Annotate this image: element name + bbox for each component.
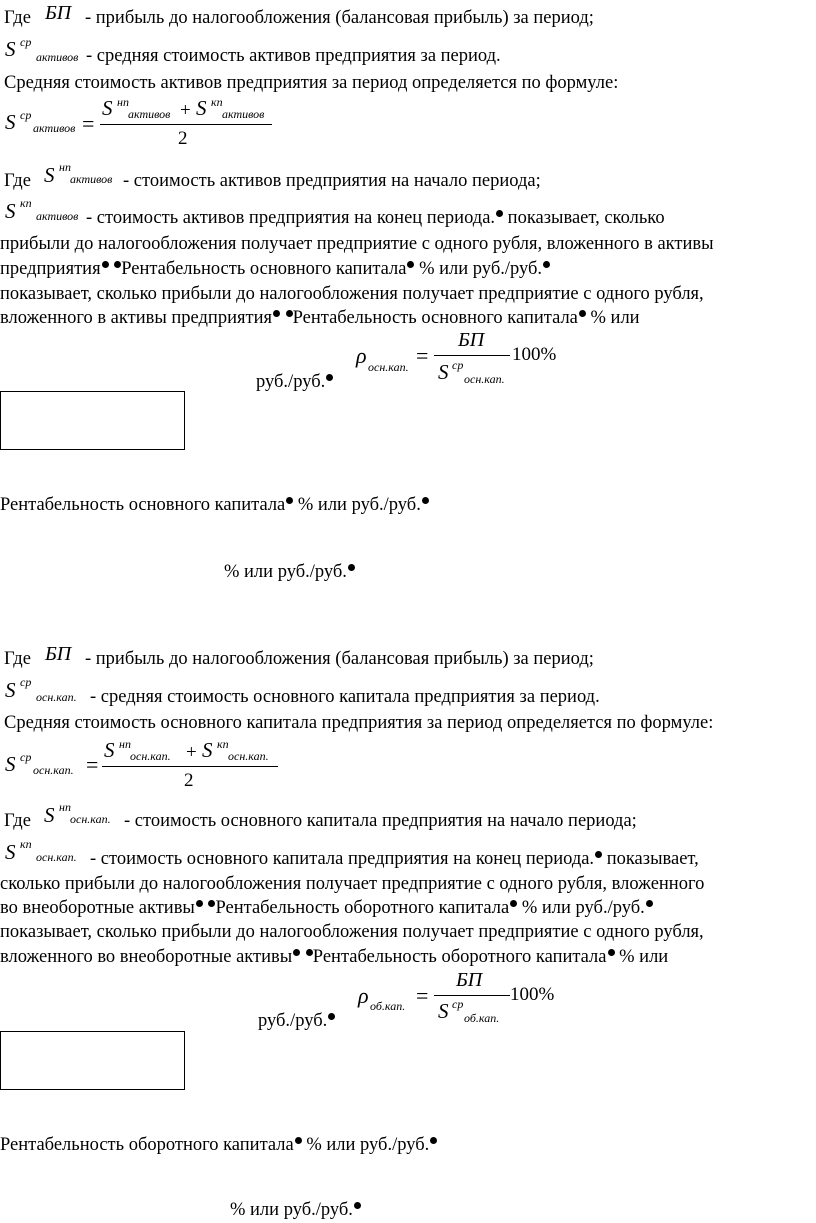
bullet-icon [430, 1137, 437, 1144]
rho-fraction-bar [434, 995, 510, 996]
s-kp-description: - стоимость активов предприятия на конец периода. [86, 208, 496, 228]
bp-symbol: БП [45, 2, 72, 24]
bullet-icon [326, 374, 333, 381]
sub-osnkap: осн.кап. [36, 690, 77, 704]
rho-numerator: БП [456, 969, 483, 991]
num-sup-np: нп [119, 737, 131, 751]
text-line-2: сколько прибыли до налогообложения получает предприятие с одного рубля, вложенного [0, 874, 705, 894]
lhs-sup: ср [20, 750, 32, 764]
num-sub-np: осн.кап. [130, 749, 171, 763]
text-tail: показывает, [602, 849, 699, 869]
text-line-5 [0, 307, 640, 329]
empty-box [0, 391, 185, 450]
rho-den-s: S [438, 360, 449, 384]
s-kp-sup: кп [20, 837, 32, 851]
text-part: % или руб./руб. [293, 495, 421, 515]
rho-percent: 100% [512, 344, 557, 365]
text-part: Рентабельность оборотного капитала [0, 1135, 294, 1155]
gde-label-2: Где [4, 171, 31, 191]
text-part: Рентабельность оборотного капитала [215, 898, 510, 918]
text-part: вложенного во внеоборотные активы [0, 947, 293, 967]
rho-den-sub: об.кап. [464, 1011, 500, 1025]
formula-intro: Средняя стоимость активов предприятия за период определяется по формуле: [4, 73, 619, 93]
text-part: % или [614, 947, 669, 967]
s-kp-symbol: S [5, 199, 16, 223]
sub-aktivov: активов [36, 50, 79, 64]
empty-box [0, 1031, 185, 1090]
rho-sub: осн.кап. [368, 360, 409, 374]
rho-numerator: БП [458, 329, 485, 351]
fraction-bar [102, 766, 278, 767]
rho-symbol: ρ [356, 343, 367, 368]
rho-den-sub: осн.кап. [464, 372, 505, 386]
s-np-sup: нп [59, 800, 71, 814]
bullet-icon [595, 851, 602, 858]
text-tail: показывает, сколько [503, 208, 665, 228]
bullet-icon [196, 900, 203, 907]
rub-line [256, 371, 333, 393]
rho-fraction-bar [434, 355, 510, 356]
denominator-two: 2 [178, 128, 188, 149]
bullet-icon [328, 1013, 335, 1020]
s-np-sub: активов [70, 172, 113, 186]
text-part: Рентабельность оборотного капитала [312, 947, 607, 967]
rho-percent: 100% [510, 984, 555, 1005]
text-line-4: показывает, сколько прибыли до налогообложения получает предприятие с одного рубля, [0, 922, 704, 942]
bullet-icon [273, 310, 280, 317]
text-part: % или руб./руб. [517, 898, 645, 918]
s-kp-sup: кп [20, 196, 32, 210]
gde-label-2: Где [4, 811, 31, 831]
text-line-4: показывает, сколько прибыли до налогообложения получает предприятие с одного рубля, [0, 284, 704, 304]
text-line-2: прибыли до налогообложения получает предприятие с одного рубля, вложенного в активы [0, 234, 714, 254]
denominator-two: 2 [184, 770, 194, 791]
num-sub-kp: осн.кап. [228, 749, 269, 763]
lhs-sub: осн.кап. [33, 763, 74, 777]
num-s-np: S [104, 738, 115, 762]
s-avg-description: - средняя стоимость активов предприятия за период. [86, 46, 501, 66]
text-line-5 [0, 946, 668, 968]
plus-sign: + [180, 100, 191, 121]
percent-line [230, 1199, 361, 1221]
s-symbol: S [5, 37, 16, 61]
rho-equals: = [416, 343, 429, 368]
num-sub-kp: активов [222, 107, 265, 121]
bullet-icon [579, 310, 586, 317]
rho-equals: = [416, 983, 429, 1008]
heading-after-box [0, 494, 429, 516]
lhs-s: S [5, 110, 16, 134]
equals-sign: = [82, 111, 95, 136]
heading-after-box [0, 1134, 437, 1156]
bullet-icon [102, 261, 109, 268]
text-part: Рентабельность основного капитала [121, 259, 407, 279]
bullet-icon [306, 949, 313, 956]
fraction-bar [100, 124, 272, 125]
s-np-description: - стоимость основного капитала предприятия на начало периода; [124, 811, 637, 831]
num-sup-kp: кп [217, 737, 229, 751]
bp-description: - прибыль до налогообложения (балансовая прибыль) за период; [85, 8, 594, 28]
text-part: % или [585, 308, 640, 328]
bp-symbol: БП [45, 643, 72, 665]
text-part: руб./руб. [256, 372, 326, 392]
rho-den-sup: ср [452, 358, 464, 372]
rub-line [258, 1010, 335, 1032]
rho-sub: об.кап. [370, 999, 406, 1013]
s-kp-symbol: S [5, 840, 16, 864]
bp-description: - прибыль до налогообложения (балансовая прибыль) за период; [85, 649, 594, 669]
s-kp-sub: осн.кап. [36, 850, 77, 864]
s-np-description: - стоимость активов предприятия на начало периода; [123, 171, 541, 191]
num-s-np: S [102, 96, 113, 120]
s-np-symbol: S [44, 803, 55, 827]
s-np-sup: нп [59, 160, 71, 174]
bullet-icon [354, 1202, 361, 1209]
gde-label: Где [4, 8, 31, 28]
text-line-1 [90, 848, 699, 870]
text-part: руб./руб. [258, 1011, 328, 1031]
formula-intro: Средняя стоимость основного капитала предприятия за период определяется по формуле: [4, 713, 714, 733]
sup-sr: ср [20, 675, 32, 689]
plus-sign: + [186, 742, 197, 763]
text-line-3 [0, 258, 550, 280]
bullet-icon [496, 210, 503, 217]
text-line-3 [0, 897, 653, 919]
text-part: предприятия [0, 259, 101, 279]
num-s-kp: S [202, 738, 213, 762]
percent-line [224, 561, 355, 583]
bullet-icon [608, 949, 615, 956]
num-sup-np: нп [117, 95, 129, 109]
lhs-sup: ср [20, 108, 32, 122]
rho-den-s: S [438, 999, 449, 1023]
text-line-1 [86, 207, 665, 229]
text-part: вложенного в активы предприятия [0, 308, 272, 328]
lhs-s: S [5, 752, 16, 776]
text-part: % или руб./руб. [301, 1135, 430, 1155]
rho-den-sup: ср [452, 997, 464, 1011]
s-kp-description: - стоимость основного капитала предприятия на конец периода. [90, 849, 595, 869]
bullet-icon [422, 497, 429, 504]
bullet-icon [293, 949, 300, 956]
s-avg-description: - средняя стоимость основного капитала предприятия за период. [90, 687, 600, 707]
gde-label: Где [4, 649, 31, 669]
bullet-icon [543, 261, 550, 268]
sup-sr: ср [20, 35, 32, 49]
bullet-icon [286, 310, 293, 317]
num-s-kp: S [196, 96, 207, 120]
lhs-sub: активов [33, 121, 76, 135]
equals-sign: = [86, 752, 99, 777]
text-part: Рентабельность основного капитала [0, 495, 286, 515]
s-np-symbol: S [44, 163, 55, 187]
text-part: Рентабельность основного капитала [292, 308, 578, 328]
bullet-icon [295, 1137, 302, 1144]
bullet-icon [646, 900, 653, 907]
rho-symbol: ρ [358, 983, 369, 1008]
text-part: во внеоборотные активы [0, 898, 195, 918]
text-part: % или руб./руб. [224, 562, 347, 582]
text-part: % или руб./руб. [414, 259, 543, 279]
bullet-icon [348, 564, 355, 571]
text-part: % или руб./руб. [230, 1200, 353, 1220]
num-sub-np: активов [128, 107, 171, 121]
s-np-sub: осн.кап. [70, 812, 111, 826]
s-symbol: S [5, 678, 16, 702]
s-kp-sub: активов [36, 209, 79, 223]
num-sup-kp: кп [211, 95, 223, 109]
